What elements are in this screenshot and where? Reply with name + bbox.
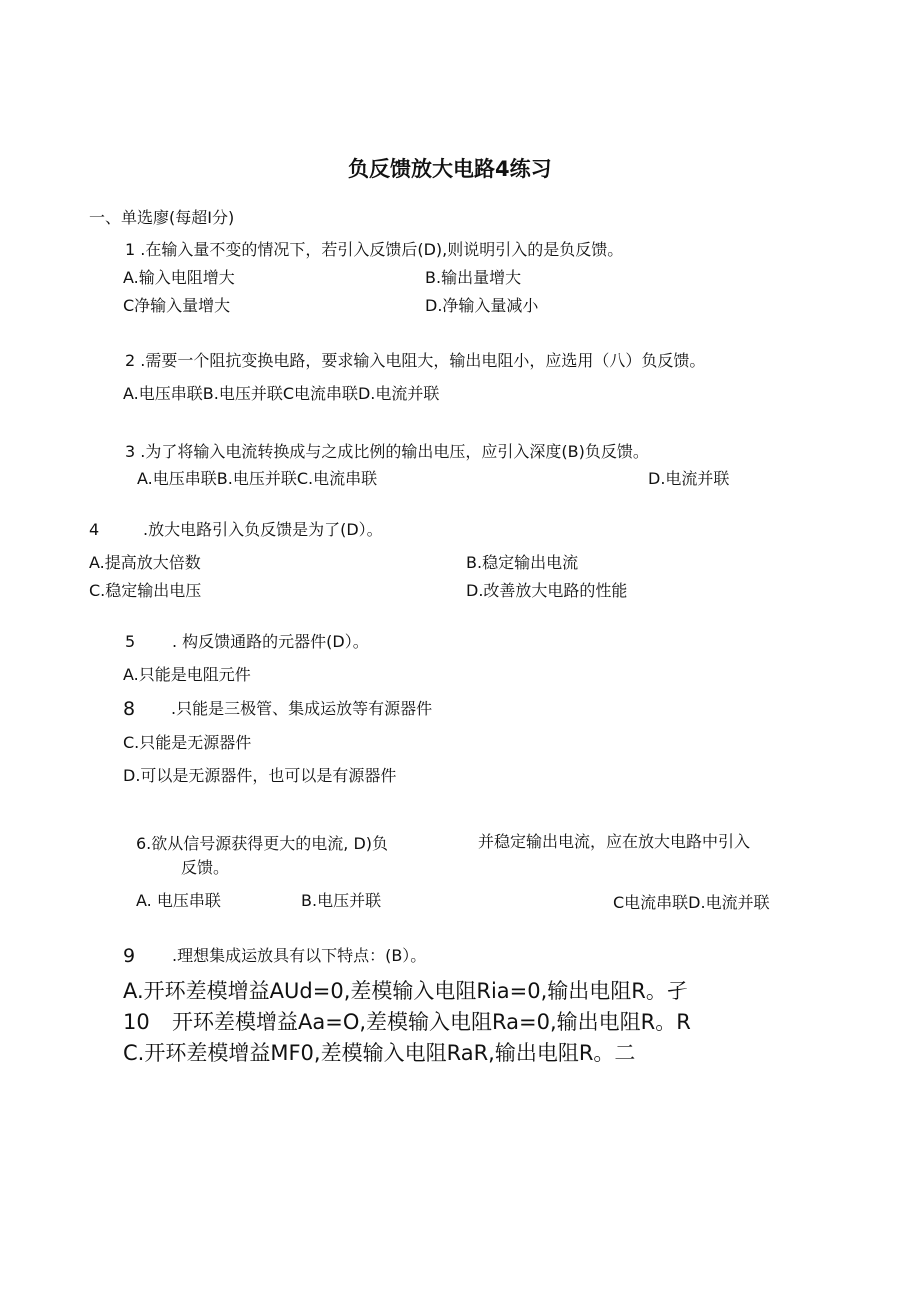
- question-4-option-b: B.稳定输出电流: [466, 553, 579, 572]
- question-1-option-a: A.输入电阻增大: [123, 268, 235, 287]
- question-1-stem: 1 .在输入量不变的情况下，若引入反馈后(D),则说明引入的是负反馈。: [125, 240, 624, 259]
- question-9-option-b: 开环差模增益Aa=O,差模输入电阻Ra=0,输出电阻R。R: [172, 1010, 691, 1034]
- question-1-option-b: B.输出量增大: [425, 268, 522, 287]
- question-4-option-c: C.稳定输出电压: [89, 581, 202, 600]
- question-6-options-cd: C电流串联D.电流并联: [613, 893, 770, 912]
- question-9-option-c: C.开环差模增益MF0,差模输入电阻RaR,输出电阻R。二: [123, 1041, 636, 1065]
- section-heading: 一、单选廖(每超I分): [89, 208, 235, 227]
- question-4-option-a: A.提高放大倍数: [89, 553, 201, 572]
- question-1-option-c: C净输入量增大: [123, 296, 231, 315]
- question-6-stem-right: 并稳定输出电流，应在放大电路中引入: [478, 832, 751, 851]
- question-3-option-d: D.电流并联: [648, 469, 730, 488]
- question-3-options-abc: A.电压串联B.电压并联C.电流串联: [137, 469, 378, 488]
- question-6-option-b: B.电压并联: [301, 891, 382, 910]
- question-5-number: 5: [125, 632, 136, 651]
- question-3-stem: 3 .为了将输入电流转换成与之成比例的输出电压，应引入深度(B)负反馈。: [125, 442, 649, 461]
- question-4-stem: .放大电路引入负反馈是为了(D）。: [143, 520, 383, 539]
- question-2-options: A.电压串联B.电压并联C电流串联D.电流并联: [123, 384, 440, 403]
- question-2-stem: 2 .需要一个阻抗变换电路，要求输入电阻大，输出电阻小，应选用（八）负反馈。: [125, 351, 706, 370]
- question-1-option-d: D.净输入量减小: [425, 296, 539, 315]
- question-5-option-a: A.只能是电阻元件: [123, 665, 251, 684]
- question-9-option-a: A.开环差模增益AUd=0,差模输入电阻Ria=0,输出电阻R。孑: [123, 979, 688, 1003]
- document-title: 负反馈放大电路4练习: [348, 157, 552, 181]
- question-6-option-a: A. 电压串联: [136, 891, 221, 910]
- question-9-option-b-number: 10: [123, 1010, 150, 1034]
- question-9-stem: .理想集成运放具有以下特点：(B）。: [172, 946, 427, 965]
- question-6-stem-left: 6.欲从信号源获得更大的电流, D)负: [136, 834, 389, 853]
- question-4-number: 4: [89, 520, 100, 539]
- question-5-option-b-number: 8: [123, 698, 136, 720]
- question-4-option-d: D.改善放大电路的性能: [466, 581, 628, 600]
- question-5-option-d: D.可以是无源器件，也可以是有源器件: [123, 766, 397, 785]
- question-6-stem-tail: 反馈。: [181, 858, 230, 877]
- question-5-option-b: .只能是三极管、集成运放等有源器件: [171, 699, 433, 718]
- question-9-number: 9: [123, 945, 136, 967]
- question-5-stem: . 构反馈通路的元器件(D）。: [172, 632, 369, 651]
- question-5-option-c: C.只能是无源器件: [123, 733, 252, 752]
